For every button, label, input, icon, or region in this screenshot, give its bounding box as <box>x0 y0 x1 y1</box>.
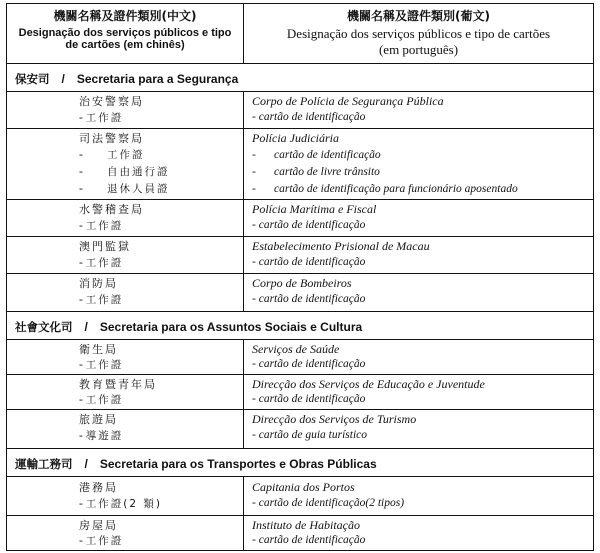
entity-name-zh: 房屋局 <box>79 519 118 532</box>
entity-item-pt: cartão de livre trânsito <box>274 166 380 178</box>
item-dash: - <box>79 359 83 371</box>
entity-item-pt: cartão de identificação(2 tipos) <box>258 497 405 509</box>
entity-name-pt: Direcção dos Serviços de Educação e Juventude <box>252 377 485 391</box>
entity-item-pt: cartão de identificação <box>258 219 366 231</box>
item-dash: - <box>79 183 83 195</box>
entity-name-zh: 港務局 <box>79 481 118 494</box>
entity-row <box>7 92 593 129</box>
header-left-cell <box>7 4 244 63</box>
section-row-social-affairs <box>7 312 593 340</box>
entity-name-pt: Direcção dos Serviços de Turismo <box>252 412 417 426</box>
entity-item-pt: cartão de identificação <box>258 534 366 546</box>
item-dash: - <box>79 257 83 269</box>
item-dash: - <box>79 149 83 161</box>
table-header <box>7 4 593 64</box>
item-dash: - <box>252 166 256 178</box>
entity-item-zh: 工作證 <box>85 359 124 371</box>
item-dash: - <box>252 219 256 231</box>
entity-item-zh: 工作證 <box>85 112 124 124</box>
section-row-security <box>7 64 593 92</box>
header-left-pt-2: de cartões (em chinês) <box>65 39 185 51</box>
header-right-zh: 機關名稱及證件類別(葡文) <box>347 9 490 23</box>
entity-row <box>7 274 593 312</box>
entity-row <box>7 129 593 200</box>
entity-name-pt: Corpo de Bombeiros <box>252 276 352 290</box>
entity-name-zh: 旅遊局 <box>79 413 118 426</box>
entity-item-zh: 工作證 <box>85 294 124 306</box>
section-pt: Secretaria para a Segurança <box>76 72 239 86</box>
entity-row <box>7 237 593 274</box>
entity-item-zh: 工作證 <box>85 535 124 547</box>
entity-item-pt: cartão de identificação <box>258 293 366 305</box>
entity-item-zh: 工作證 <box>85 394 124 406</box>
entity-row <box>7 410 593 449</box>
section-row-transport <box>7 449 593 477</box>
section-slash: / <box>61 72 65 86</box>
entity-item-pt: cartão de identificação para funcionário aposentado <box>274 183 518 195</box>
entity-row <box>7 340 593 375</box>
header-right-pt-2: (em português) <box>378 42 459 57</box>
entity-row <box>7 477 593 516</box>
entity-name-pt: Capitania dos Portos <box>252 480 355 494</box>
entity-name-pt: Instituto de Habitação <box>252 518 360 532</box>
entity-item-pt: cartão de identificação <box>258 111 366 123</box>
entity-item-pt: cartão de guia turístico <box>258 429 368 441</box>
item-dash: - <box>252 497 256 509</box>
section-slash: / <box>84 457 88 471</box>
item-dash: - <box>252 149 256 161</box>
item-dash: - <box>79 430 83 442</box>
item-dash: - <box>79 220 83 232</box>
entity-name-pt: Estabelecimento Prisional de Macau <box>252 239 430 253</box>
entity-name-pt: Corpo de Polícia de Segurança Pública <box>252 94 444 108</box>
item-dash: - <box>252 429 256 441</box>
entity-name-zh: 治安警察局 <box>79 95 144 108</box>
entity-item-zh: 工作證 <box>85 257 124 269</box>
entity-item-pt: cartão de identificação <box>258 358 366 370</box>
item-dash: - <box>79 294 83 306</box>
item-dash: - <box>252 183 256 195</box>
item-dash: - <box>252 393 256 405</box>
entity-item-zh: 工作證(2 類) <box>85 498 162 510</box>
entity-item-zh: 導遊證 <box>85 430 124 442</box>
entity-name-zh: 消防局 <box>79 277 118 290</box>
entity-name-zh: 澳門監獄 <box>79 240 131 253</box>
header-right-pt-1: Designação dos serviços públicos e tipo de cartões <box>286 26 551 41</box>
item-dash: - <box>252 534 256 546</box>
section-pt: Secretaria para os Assuntos Sociais e Cultura <box>99 320 363 334</box>
header-right-cell <box>244 4 593 63</box>
entity-name-zh: 衛生局 <box>79 343 118 356</box>
entity-item-zh: 自由通行證 <box>107 166 170 178</box>
header-left-zh: 機關名稱及證件類別(中文) <box>53 9 197 23</box>
item-dash: - <box>252 256 256 268</box>
entity-row <box>7 375 593 410</box>
document-table <box>6 3 594 551</box>
entity-item-pt: cartão de identificação <box>274 149 381 161</box>
entity-row <box>7 200 593 237</box>
entity-item-pt: cartão de identificação <box>258 256 366 268</box>
section-pt: Secretaria para os Transportes e Obras Públicas <box>99 457 377 471</box>
entity-name-pt: Polícia Judiciária <box>252 131 339 145</box>
section-zh: 社會文化司 <box>15 320 73 334</box>
section-zh: 保安司 <box>15 72 50 86</box>
item-dash: - <box>79 166 83 178</box>
entity-name-pt: Polícia Marítima e Fiscal <box>252 202 377 216</box>
entity-name-zh: 水警稽查局 <box>79 203 144 216</box>
entity-name-zh: 司法警察局 <box>79 132 144 145</box>
entity-row <box>7 516 593 551</box>
entity-item-zh: 工作證 <box>85 220 124 232</box>
section-slash: / <box>84 320 88 334</box>
header-left-pt-1: Designação dos serviços públicos e tipo <box>18 27 232 39</box>
item-dash: - <box>79 535 83 547</box>
item-dash: - <box>252 111 256 123</box>
entity-item-zh: 退休人員證 <box>107 183 170 195</box>
entity-item-zh: 工作證 <box>107 149 145 161</box>
item-dash: - <box>252 293 256 305</box>
entity-name-zh: 教育暨青年局 <box>79 378 157 391</box>
entity-name-pt: Serviços de Saúde <box>252 342 340 356</box>
item-dash: - <box>79 394 83 406</box>
item-dash: - <box>79 112 83 124</box>
item-dash: - <box>252 358 256 370</box>
section-zh: 運輸工務司 <box>15 457 73 471</box>
entity-item-pt: cartão de identificação <box>258 393 366 405</box>
item-dash: - <box>79 498 83 510</box>
